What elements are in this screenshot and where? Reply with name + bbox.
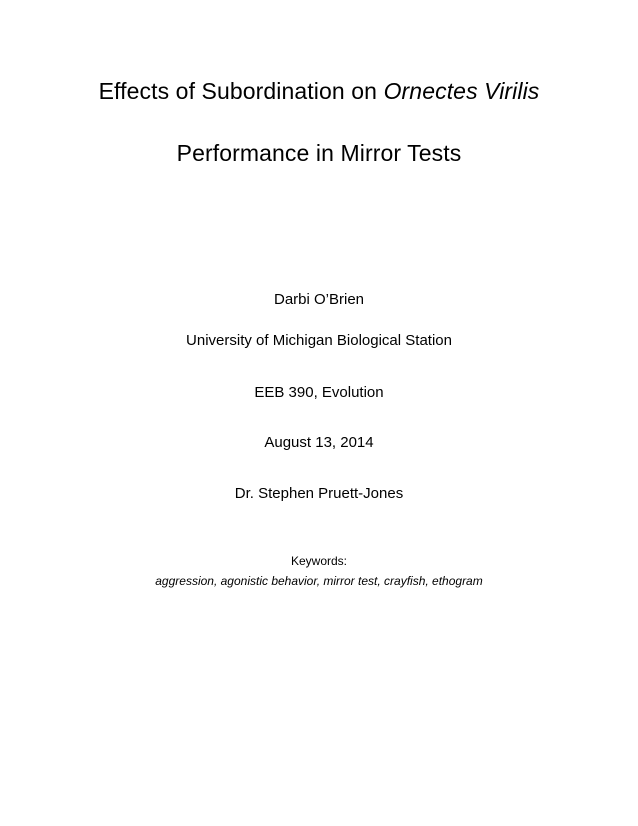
keywords-label: Keywords: (290, 554, 348, 568)
title-line-1 (0, 78, 638, 105)
species-name: Ornectes Virilis (383, 78, 540, 104)
date: August 13, 2014 (264, 434, 374, 451)
keywords-list: aggression, agonistic behavior, mirror test, crayfish, ethogram (155, 574, 483, 588)
course: EEB 390, Evolution (254, 384, 384, 401)
institution: University of Michigan Biological Station (186, 332, 452, 349)
title-line-2: Performance in Mirror Tests (176, 140, 462, 166)
instructor: Dr. Stephen Pruett-Jones (234, 485, 404, 502)
author-name: Darbi O’Brien (273, 291, 365, 308)
title-prefix: Effects of Subordination on (98, 78, 384, 104)
